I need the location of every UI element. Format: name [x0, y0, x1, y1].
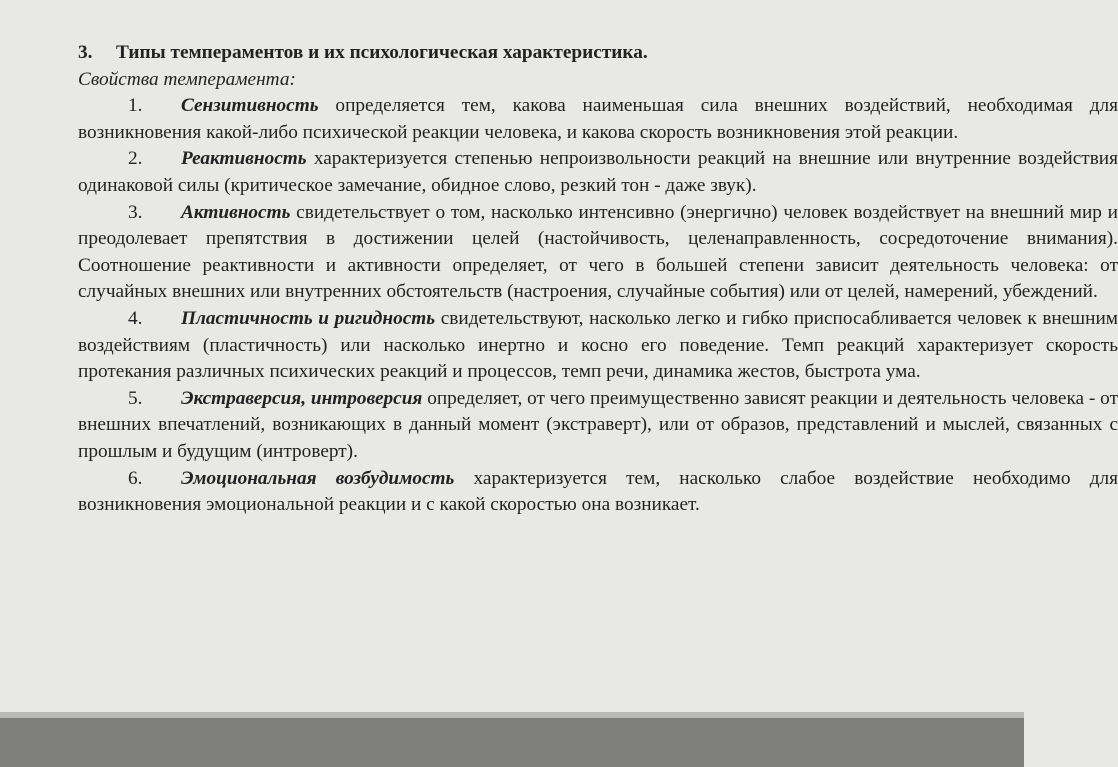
- item-number: 1.: [128, 95, 143, 117]
- item-text: свидетельствуют, насколько легко и гибко приспосабливается человек к внешним воздействиям (пластичность) или насколько инертно и косно его поведение. Темп реакций характеризует скорость протекания различных психических реакций и процессов, темп речи, динамика жестов, быстрота ума.: [78, 307, 1118, 383]
- list-item: [78, 386, 1118, 466]
- item-term: Экстраверсия, интроверсия: [181, 387, 423, 409]
- item-term: Пластичность и ригидность: [181, 307, 436, 329]
- list-item: [78, 466, 1118, 519]
- section-title: Типы темпераментов и их психологическая характеристика.: [116, 42, 648, 63]
- item-term: Эмоциональная возбудимость: [181, 467, 455, 489]
- list-item: [78, 306, 1118, 386]
- list-item: [78, 146, 1118, 199]
- item-number: 4.: [128, 307, 143, 329]
- list-item: [78, 200, 1118, 306]
- item-number: 3.: [128, 201, 143, 223]
- item-term: Реактивность: [181, 148, 307, 170]
- item-text: характеризуется тем, насколько слабое воздействие необходимо для возникновения эмоциональной реакции и с какой скоростью она возникает.: [78, 467, 1118, 516]
- item-text: характеризуется степенью непроизвольности реакций на внешние или внутренние воздействия одинаковой силы (критическое замечание, обидное слово, резкий тон - даже звук).: [78, 148, 1118, 196]
- section-number: 3.: [78, 42, 93, 63]
- item-term: Активность: [181, 201, 291, 223]
- subheading: Свойства темперамента:: [78, 68, 296, 90]
- item-number: 2.: [128, 148, 143, 170]
- footer-band: [0, 718, 1024, 767]
- slide-content: [78, 40, 1118, 519]
- item-text: свидетельствует о том, насколько интенсивно (энергично) человек воздействует на внешний мир и преодолевает препятствия в достижении целей (настойчивость, целенаправленность, сосредоточение внимания). Соотношение реактивности и активности определяет, от чего в большей степени зависит деятельность человека: от случайных внешних или внутренних обстоятельств (настроения, случайные события) или от целей, намерений, убеждений.: [78, 201, 1118, 303]
- item-number: 5.: [128, 387, 143, 409]
- item-term: Сензитивность: [181, 95, 319, 117]
- item-text: определяет, от чего преимущественно зависят реакции и деятельность человека - от внешних впечатлений, возникающих в данный момент (экстраверт), или от образов, представлений и мыслей, связанных с прошлым и будущим (интроверт).: [78, 387, 1118, 462]
- list-item: [78, 93, 1118, 146]
- item-number: 6.: [128, 467, 143, 489]
- section-heading: [78, 40, 1118, 67]
- item-text: определяется тем, какова наименьшая сила внешних воздействий, необходимая для возникновения какой-либо психической реакции человека, и какова скорость возникновения этой реакции.: [78, 95, 1118, 143]
